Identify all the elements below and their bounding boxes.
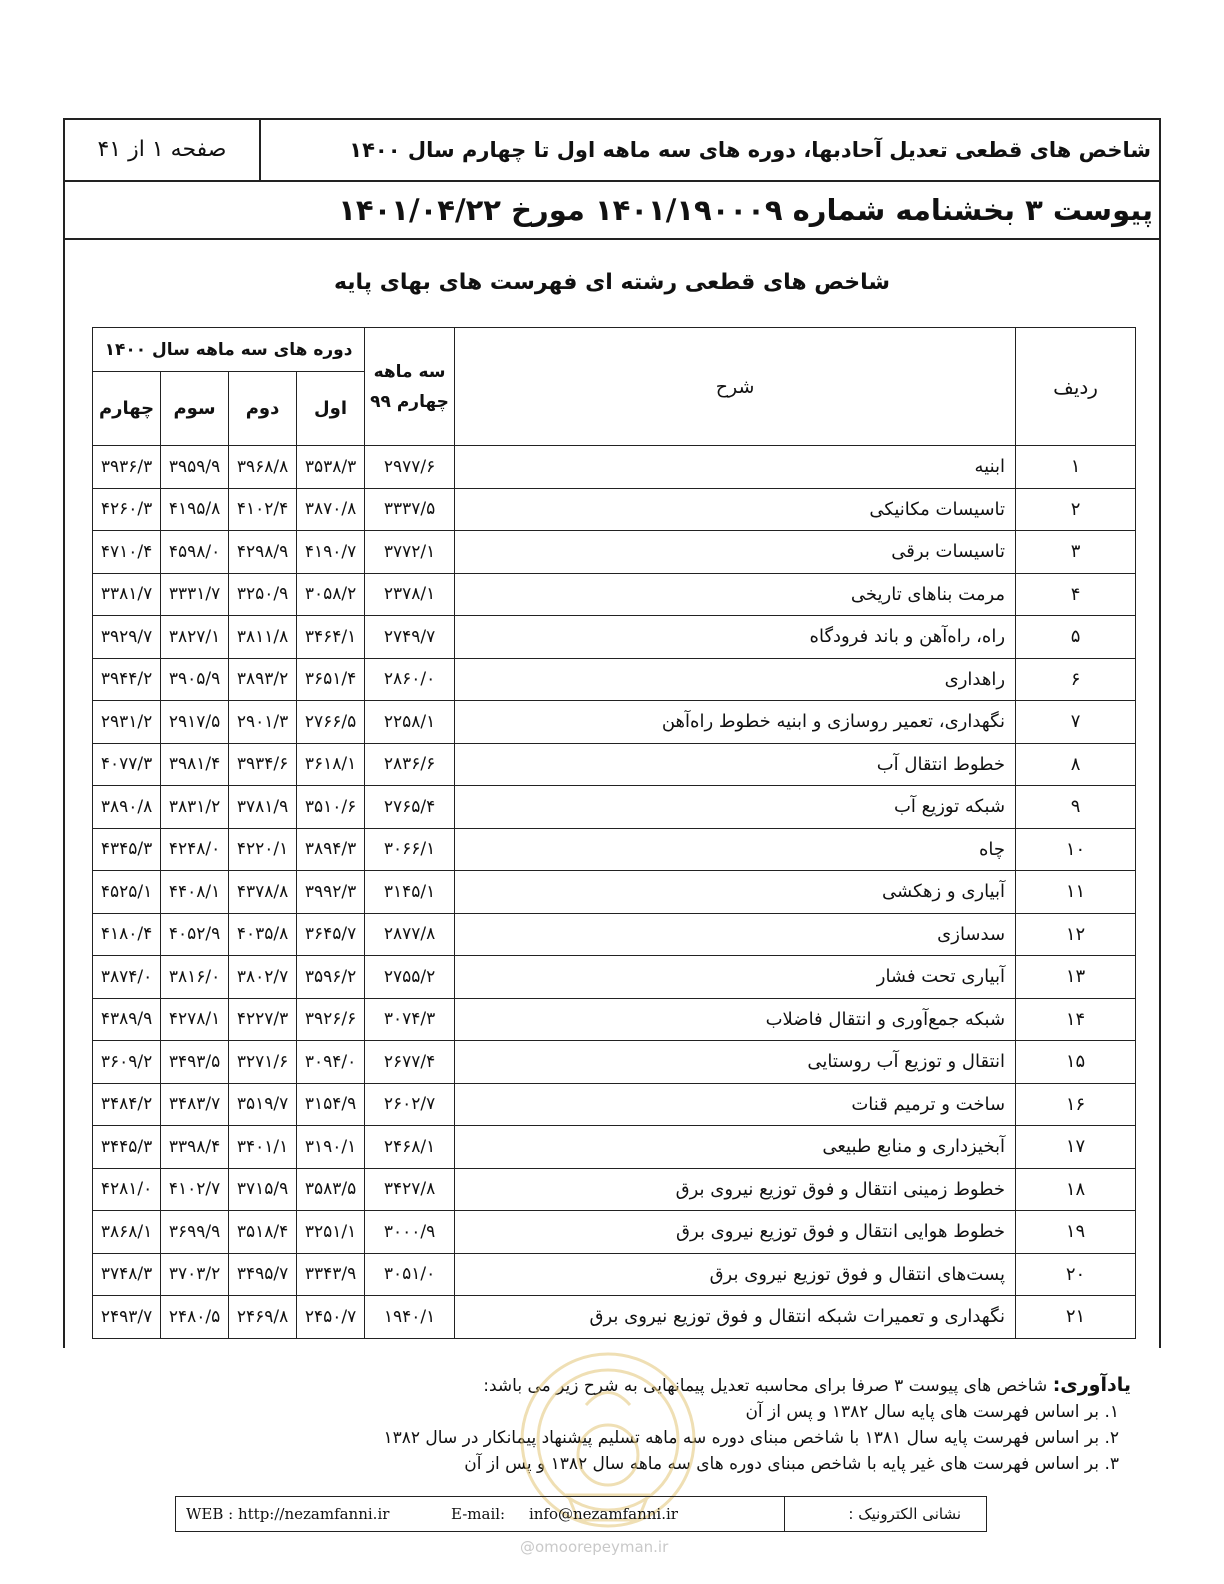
page-number: صفحه ۱ از ۴۱ xyxy=(65,120,261,180)
row-q3-value: ۳۴۸۳/۷ xyxy=(161,1083,229,1126)
row-base-value: ۳۰۰۰/۹ xyxy=(365,1211,455,1254)
row-base-value: ۲۷۵۵/۲ xyxy=(365,956,455,999)
header-base-period xyxy=(365,328,455,446)
notes-lead: یادآوری: xyxy=(1052,1374,1131,1396)
row-q3-value: ۴۲۴۸/۰ xyxy=(161,828,229,871)
row-number: ۱۹ xyxy=(1016,1211,1136,1254)
note-item-3: ۳. بر اساس فهرست های غیر پایه با شاخص مبنای دوره های سه ماهه سال ۱۳۸۲ و پس از آن xyxy=(464,1454,1119,1474)
table-row xyxy=(93,1168,1136,1211)
row-base-value: ۳۰۵۱/۰ xyxy=(365,1253,455,1296)
row-q2-value: ۳۸۹۳/۲ xyxy=(229,658,297,701)
row-base-value: ۳۱۴۵/۱ xyxy=(365,871,455,914)
row-q1-value: ۳۵۹۶/۲ xyxy=(297,956,365,999)
row-q2-value: ۴۳۷۸/۸ xyxy=(229,871,297,914)
row-q3-value: ۲۴۸۰/۵ xyxy=(161,1296,229,1339)
table-row xyxy=(93,828,1136,871)
row-base-value: ۲۷۶۵/۴ xyxy=(365,786,455,829)
row-base-value: ۱۹۴۰/۱ xyxy=(365,1296,455,1339)
row-q1-value: ۳۰۵۸/۲ xyxy=(297,573,365,616)
row-q3-value: ۴۱۰۲/۷ xyxy=(161,1168,229,1211)
row-description: مرمت بناهای تاریخی xyxy=(455,573,1016,616)
row-q1-value: ۳۸۹۴/۳ xyxy=(297,828,365,871)
row-number: ۷ xyxy=(1016,701,1136,744)
watermark-url: @omoorepeyman.ir xyxy=(520,1538,669,1556)
footer-contact xyxy=(175,1496,987,1532)
row-base-value: ۲۸۶۰/۰ xyxy=(365,658,455,701)
note-item-1: ۱. بر اساس فهرست های پایه سال ۱۳۸۲ و پس از آن xyxy=(745,1402,1119,1422)
row-q4-value: ۲۴۹۳/۷ xyxy=(93,1296,161,1339)
row-description: راه، راه‌آهن و باند فرودگاه xyxy=(455,616,1016,659)
row-q4-value: ۴۲۶۰/۳ xyxy=(93,488,161,531)
row-q2-value: ۳۸۱۱/۸ xyxy=(229,616,297,659)
row-q3-value: ۳۸۲۷/۱ xyxy=(161,616,229,659)
row-q3-value: ۳۸۱۶/۰ xyxy=(161,956,229,999)
table-row xyxy=(93,871,1136,914)
row-base-value: ۲۸۳۶/۶ xyxy=(365,743,455,786)
row-number: ۲۰ xyxy=(1016,1253,1136,1296)
row-q1-value: ۳۶۱۸/۱ xyxy=(297,743,365,786)
row-q3-value: ۴۰۵۲/۹ xyxy=(161,913,229,956)
header-row xyxy=(65,120,1159,182)
table-row xyxy=(93,998,1136,1041)
row-q3-value: ۴۴۰۸/۱ xyxy=(161,871,229,914)
row-q4-value: ۳۹۴۴/۲ xyxy=(93,658,161,701)
row-number: ۱۷ xyxy=(1016,1126,1136,1169)
row-q3-value: ۴۱۹۵/۸ xyxy=(161,488,229,531)
notes-intro: شاخص های پیوست ۳ صرفا برای محاسبه تعدیل پیمانهایی به شرح زیر می باشد: xyxy=(483,1376,1048,1396)
row-q4-value: ۳۹۲۹/۷ xyxy=(93,616,161,659)
row-base-value: ۳۰۷۴/۳ xyxy=(365,998,455,1041)
row-q3-value: ۳۸۳۱/۲ xyxy=(161,786,229,829)
row-base-value: ۲۶۷۷/۴ xyxy=(365,1041,455,1084)
row-number: ۱۰ xyxy=(1016,828,1136,871)
row-description: خطوط زمینی انتقال و فوق توزیع نیروی برق xyxy=(455,1168,1016,1211)
footer-web-link[interactable]: WEB : http://nezamfanni.ir xyxy=(186,1505,390,1523)
row-q2-value: ۳۴۰۱/۱ xyxy=(229,1126,297,1169)
row-q4-value: ۳۸۹۰/۸ xyxy=(93,786,161,829)
row-q3-value: ۲۹۱۷/۵ xyxy=(161,701,229,744)
row-q2-value: ۴۰۳۵/۸ xyxy=(229,913,297,956)
table-row xyxy=(93,573,1136,616)
row-q2-value: ۴۱۰۲/۴ xyxy=(229,488,297,531)
row-number: ۳ xyxy=(1016,531,1136,574)
row-description: ساخت و ترمیم قنات xyxy=(455,1083,1016,1126)
row-q1-value: ۳۶۵۱/۴ xyxy=(297,658,365,701)
row-q4-value: ۳۷۴۸/۳ xyxy=(93,1253,161,1296)
row-number: ۱۸ xyxy=(1016,1168,1136,1211)
row-q2-value: ۴۲۹۸/۹ xyxy=(229,531,297,574)
row-number: ۲۱ xyxy=(1016,1296,1136,1339)
row-description: شبکه توزیع آب xyxy=(455,786,1016,829)
table-row xyxy=(93,446,1136,489)
document-title: شاخص های قطعی تعدیل آحادبها، دوره های سه ماهه اول تا چهارم سال ۱۴۰۰ xyxy=(349,138,1151,162)
row-q2-value: ۴۲۲۷/۳ xyxy=(229,998,297,1041)
row-q3-value: ۳۹۵۹/۹ xyxy=(161,446,229,489)
row-description: تاسیسات برقی xyxy=(455,531,1016,574)
row-q4-value: ۳۴۸۴/۲ xyxy=(93,1083,161,1126)
row-q1-value: ۳۵۸۳/۵ xyxy=(297,1168,365,1211)
row-base-value: ۲۲۵۸/۱ xyxy=(365,701,455,744)
table-row xyxy=(93,701,1136,744)
row-q4-value: ۲۹۳۱/۲ xyxy=(93,701,161,744)
row-number: ۶ xyxy=(1016,658,1136,701)
row-number: ۱۶ xyxy=(1016,1083,1136,1126)
row-q4-value: ۴۵۲۵/۱ xyxy=(93,871,161,914)
row-q2-value: ۳۹۶۸/۸ xyxy=(229,446,297,489)
footer-email-address[interactable]: info@nezamfanni.ir xyxy=(528,1505,678,1523)
row-base-value: ۲۶۰۲/۷ xyxy=(365,1083,455,1126)
circular-reference: پیوست ۳ بخشنامه شماره ۱۴۰۱/۱۹۰۰۰۹ مورخ ۱۴۰۱/۰۴/۲۲ xyxy=(65,182,1159,240)
row-q1-value: ۳۳۴۳/۹ xyxy=(297,1253,365,1296)
row-q4-value: ۳۴۴۵/۳ xyxy=(93,1126,161,1169)
row-q2-value: ۳۵۱۸/۴ xyxy=(229,1211,297,1254)
row-base-value: ۳۷۷۲/۱ xyxy=(365,531,455,574)
row-description: نگهداری و تعمیرات شبکه انتقال و فوق توزیع نیروی برق xyxy=(455,1296,1016,1339)
row-base-value: ۳۳۳۷/۵ xyxy=(365,488,455,531)
row-q1-value: ۲۴۵۰/۷ xyxy=(297,1296,365,1339)
row-number: ۱۵ xyxy=(1016,1041,1136,1084)
row-number: ۹ xyxy=(1016,786,1136,829)
note-item-2: ۲. بر اساس فهرست پایه سال ۱۳۸۱ با شاخص مبنای دوره سه ماهه تسلیم پیشنهاد پیمانکار در سال ۱۳۸۲ xyxy=(383,1428,1119,1448)
table-row xyxy=(93,913,1136,956)
row-description: آبیاری و زهکشی xyxy=(455,871,1016,914)
row-number: ۲ xyxy=(1016,488,1136,531)
row-q4-value: ۳۳۸۱/۷ xyxy=(93,573,161,616)
row-description: تاسیسات مکانیکی xyxy=(455,488,1016,531)
header-q1: اول xyxy=(297,372,365,446)
row-q2-value: ۳۷۱۵/۹ xyxy=(229,1168,297,1211)
table-row xyxy=(93,658,1136,701)
row-q2-value: ۳۹۳۴/۶ xyxy=(229,743,297,786)
row-q3-value: ۴۵۹۸/۰ xyxy=(161,531,229,574)
row-q1-value: ۳۵۳۸/۳ xyxy=(297,446,365,489)
row-q1-value: ۳۵۱۰/۶ xyxy=(297,786,365,829)
footer-label: نشانی الکترونیک : xyxy=(784,1497,986,1531)
row-q1-value: ۳۱۹۰/۱ xyxy=(297,1126,365,1169)
row-description: راهداری xyxy=(455,658,1016,701)
row-q2-value: ۳۸۰۲/۷ xyxy=(229,956,297,999)
row-description: آبخیزداری و منابع طبیعی xyxy=(455,1126,1016,1169)
row-q3-value: ۳۹۸۱/۴ xyxy=(161,743,229,786)
row-description: خطوط انتقال آب xyxy=(455,743,1016,786)
row-q4-value: ۳۹۳۶/۳ xyxy=(93,446,161,489)
row-q2-value: ۴۲۲۰/۱ xyxy=(229,828,297,871)
row-q1-value: ۳۱۵۴/۹ xyxy=(297,1083,365,1126)
table-row xyxy=(93,1296,1136,1339)
header-sharh: شرح xyxy=(455,328,1016,446)
row-q4-value: ۴۱۸۰/۴ xyxy=(93,913,161,956)
row-base-value: ۲۹۷۷/۶ xyxy=(365,446,455,489)
row-description: نگهداری، تعمیر روسازی و ابنیه خطوط راه‌آهن xyxy=(455,701,1016,744)
row-q1-value: ۳۶۴۵/۷ xyxy=(297,913,365,956)
row-description: چاه xyxy=(455,828,1016,871)
row-q4-value: ۴۳۴۵/۳ xyxy=(93,828,161,871)
row-q4-value: ۴۳۸۹/۹ xyxy=(93,998,161,1041)
row-q1-value: ۳۲۵۱/۱ xyxy=(297,1211,365,1254)
header-quarters-group: دوره های سه ماهه سال ۱۴۰۰ xyxy=(93,328,365,372)
row-number: ۱۴ xyxy=(1016,998,1136,1041)
row-number: ۱۱ xyxy=(1016,871,1136,914)
row-base-value: ۳۴۲۷/۸ xyxy=(365,1168,455,1211)
row-number: ۵ xyxy=(1016,616,1136,659)
row-q3-value: ۳۳۹۸/۴ xyxy=(161,1126,229,1169)
header-q4: چهارم xyxy=(93,372,161,446)
row-q2-value: ۳۲۵۰/۹ xyxy=(229,573,297,616)
row-description: ابنیه xyxy=(455,446,1016,489)
index-table xyxy=(92,327,1136,1339)
row-q4-value: ۴۰۷۷/۳ xyxy=(93,743,161,786)
header-q3: سوم xyxy=(161,372,229,446)
row-q2-value: ۳۷۸۱/۹ xyxy=(229,786,297,829)
row-q4-value: ۳۸۶۸/۱ xyxy=(93,1211,161,1254)
row-base-value: ۳۰۶۶/۱ xyxy=(365,828,455,871)
row-q4-value: ۳۸۷۴/۰ xyxy=(93,956,161,999)
row-q2-value: ۳۲۷۱/۶ xyxy=(229,1041,297,1084)
row-q3-value: ۳۹۰۵/۹ xyxy=(161,658,229,701)
table-row xyxy=(93,1211,1136,1254)
header-radif: ردیف xyxy=(1016,328,1136,446)
row-number: ۸ xyxy=(1016,743,1136,786)
footer-email-label: E-mail: xyxy=(451,1505,506,1523)
table-subtitle: شاخص های قطعی رشته ای فهرست های بهای پایه xyxy=(333,270,891,295)
row-number: ۱۲ xyxy=(1016,913,1136,956)
row-q3-value: ۳۴۹۳/۵ xyxy=(161,1041,229,1084)
row-description: انتقال و توزیع آب روستایی xyxy=(455,1041,1016,1084)
row-base-value: ۲۸۷۷/۸ xyxy=(365,913,455,956)
row-q2-value: ۲۴۶۹/۸ xyxy=(229,1296,297,1339)
row-description: پست‌های انتقال و فوق توزیع نیروی برق xyxy=(455,1253,1016,1296)
row-description: خطوط هوایی انتقال و فوق توزیع نیروی برق xyxy=(455,1211,1016,1254)
header-base-line2: چهارم ۹۹ xyxy=(370,391,449,412)
table-row xyxy=(93,616,1136,659)
table-row xyxy=(93,1253,1136,1296)
row-q3-value: ۳۳۳۱/۷ xyxy=(161,573,229,616)
row-q3-value: ۳۶۹۹/۹ xyxy=(161,1211,229,1254)
row-q1-value: ۲۷۶۶/۵ xyxy=(297,701,365,744)
footer-email[interactable] xyxy=(451,1497,678,1531)
row-q4-value: ۳۶۰۹/۲ xyxy=(93,1041,161,1084)
header-base-line1: سه ماهه xyxy=(373,361,446,382)
table-row xyxy=(93,1126,1136,1169)
row-q1-value: ۳۸۷۰/۸ xyxy=(297,488,365,531)
table-row xyxy=(93,488,1136,531)
header-q2: دوم xyxy=(229,372,297,446)
table-body xyxy=(93,446,1136,1339)
table-row xyxy=(93,786,1136,829)
row-q2-value: ۲۹۰۱/۳ xyxy=(229,701,297,744)
row-q1-value: ۴۱۹۰/۷ xyxy=(297,531,365,574)
row-q3-value: ۳۷۰۳/۲ xyxy=(161,1253,229,1296)
row-q1-value: ۳۴۶۴/۱ xyxy=(297,616,365,659)
row-description: آبیاری تحت فشار xyxy=(455,956,1016,999)
table-row xyxy=(93,1041,1136,1084)
table-row xyxy=(93,956,1136,999)
row-description: شبکه جمع‌آوری و انتقال فاضلاب xyxy=(455,998,1016,1041)
row-q1-value: ۳۹۲۶/۶ xyxy=(297,998,365,1041)
row-q2-value: ۳۵۱۹/۷ xyxy=(229,1083,297,1126)
table-row xyxy=(93,531,1136,574)
row-description: سدسازی xyxy=(455,913,1016,956)
row-q2-value: ۳۴۹۵/۷ xyxy=(229,1253,297,1296)
row-base-value: ۲۷۴۹/۷ xyxy=(365,616,455,659)
row-number: ۱ xyxy=(1016,446,1136,489)
row-number: ۱۳ xyxy=(1016,956,1136,999)
row-q1-value: ۳۹۹۲/۳ xyxy=(297,871,365,914)
row-q4-value: ۴۷۱۰/۴ xyxy=(93,531,161,574)
row-number: ۴ xyxy=(1016,573,1136,616)
row-q1-value: ۳۰۹۴/۰ xyxy=(297,1041,365,1084)
row-q4-value: ۴۲۸۱/۰ xyxy=(93,1168,161,1211)
table-row xyxy=(93,743,1136,786)
row-base-value: ۲۳۷۸/۱ xyxy=(365,573,455,616)
row-q3-value: ۴۲۷۸/۱ xyxy=(161,998,229,1041)
row-base-value: ۲۴۶۸/۱ xyxy=(365,1126,455,1169)
table-row xyxy=(93,1083,1136,1126)
